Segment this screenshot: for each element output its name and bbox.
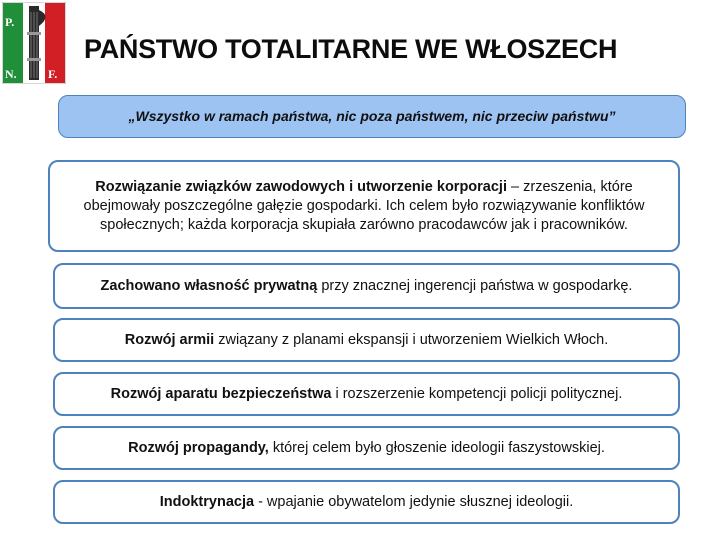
logo-letter-n: N.	[5, 67, 17, 81]
item-text: - wpajanie obywatelom jedynie słusznej ideologii.	[254, 493, 574, 510]
content-box-army	[53, 318, 680, 362]
item-bold: Rozwój armii	[124, 331, 215, 348]
content-box-corporations	[48, 160, 680, 252]
quote-text: „Wszystko w ramach państwa, nic poza państwem, nic przeciw państwu”	[128, 108, 616, 124]
item-bold: Rozwiązanie związków zawodowych i utworzenie korporacji	[95, 178, 507, 195]
item-bold: Indoktrynacja	[159, 493, 255, 510]
logo-letter-f: F.	[48, 67, 58, 81]
page-title: PAŃSTWO TOTALITARNE WE WŁOSZECH	[84, 34, 618, 64]
pnf-logo	[2, 2, 66, 84]
item-bold: Rozwój aparatu bezpieczeństwa	[110, 385, 332, 402]
content-box-security	[53, 372, 680, 416]
item-text: przy znacznej ingerencji państwa w gospodarkę.	[317, 277, 633, 294]
item-text: – zrzeszenia, które obejmowały poszczególne gałęzie gospodarki. Ich celem było rozwiązywanie konfliktów społecznych; każda korporacja skupiała zarówno pracodawców jak i pracowników.	[83, 178, 645, 233]
logo-letter-p: P.	[5, 15, 15, 29]
content-box-private-property	[53, 263, 680, 309]
content-box-propaganda	[53, 426, 680, 470]
content-box-indoctrination	[53, 480, 680, 524]
item-bold: Rozwój propagandy,	[128, 439, 269, 456]
quote-box	[58, 95, 686, 138]
item-bold: Zachowano własność prywatną	[100, 277, 318, 294]
item-text: której celem było głoszenie ideologii faszystowskiej.	[268, 439, 605, 456]
item-text: i rozszerzenie kompetencji policji politycznej.	[331, 385, 623, 402]
item-text: związany z planami ekspansji i utworzeniem Wielkich Włoch.	[214, 331, 609, 348]
